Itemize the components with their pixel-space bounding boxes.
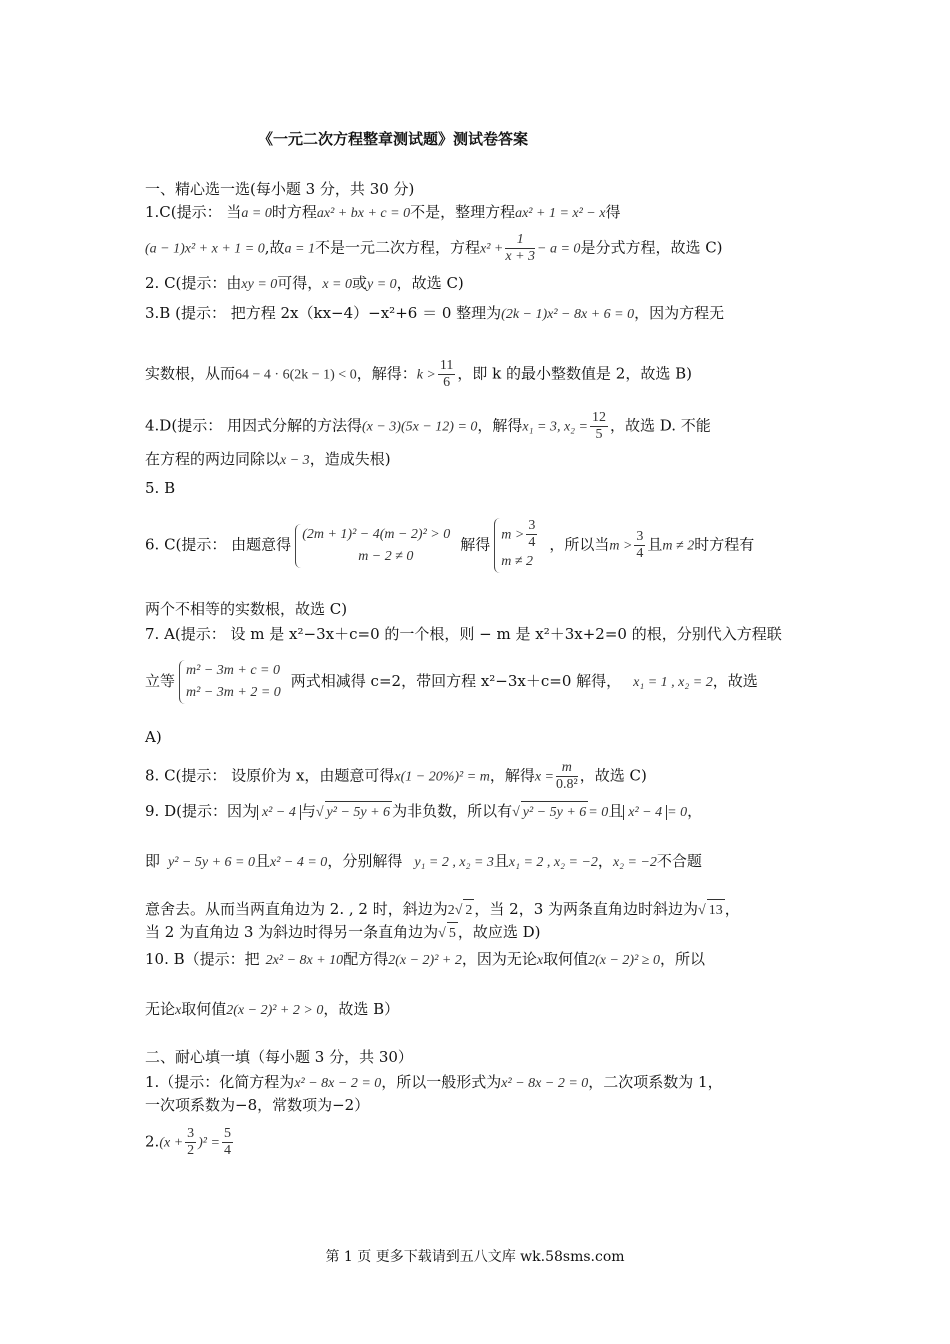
q1-line2: (a − 1)x² + x + 1 = 0,故a = 1不是一元二次方程，方程x² + $\frac{1}{x + 3}$ − a = 0是分式方程，故选 C) — [145, 232, 723, 264]
q9-line3: 意舍去。从而当两直角边为 2. , 2 时，斜边为2√ 2 ，当 2，3 为两条直角边时斜边为√ 13 ， — [145, 898, 805, 922]
equation-system: (2m + 1)² − 4(m − 2)² > 0 m − 2 ≠ 0 — [295, 524, 456, 568]
q3-line1: 3.B (提示： 把方程 2x（kx−4）−x²+6 ＝ 0 整理为(2k − 1)x² − 8x + 6 = 0，因为方程无 — [145, 304, 725, 322]
q7-line2: 立等 m² − 3m + c = 0 m² − 3m + 2 = 0 两式相减得 c=2，带回方程 x²−3x＋c=0 解得， x₁ = 1 , x₂ = 2，故选 — [145, 660, 805, 704]
equation-system: m² − 3m + c = 0 m² − 3m + 2 = 0 — [179, 660, 287, 704]
fraction: $\frac{12}{5}$ — [591, 410, 606, 442]
q6-line1: 6. C(提示： 由题意得 (2m + 1)² − 4(m − 2)² > 0 m − 2 ≠ 0 解得 m > $\frac{3}{4}$ m ≠ 2 ，所以当m > $\frac{3}{4}$ 且m ≠ 2时方程有 — [145, 518, 805, 573]
q10-line1: 10. B（提示：把 2x² − 8x + 10配方得2(x − 2)² + 2，因为无论x取何值2(x − 2)² ≥ 0，所以 — [145, 950, 705, 968]
s2-q2-line: 2.(x + $\frac{3}{2}$ )² = $\frac{5}{4}$ — [145, 1126, 231, 1158]
section2-heading: 二、耐心填一填（每小题 3 分，共 30） — [145, 1048, 413, 1066]
fraction: $\frac{1}{x + 3}$ — [505, 232, 536, 264]
q1-line1: 1.C(提示： 当a = 0时方程ax² + bx + c = 0不是，整理方程ax² + 1 = x² − x得 — [145, 203, 621, 221]
q9-line4: 当 2 为直角边 3 为斜边时得另一条直角边为√ 5 ，故应选 D) — [145, 921, 805, 945]
page-footer: 第 1 页 更多下载请到五八文库 wk.58sms.com — [325, 1249, 625, 1265]
q3-line2: 实数根，从而64 − 4 · 6(2k − 1) < 0，解得：k > $\frac{11}{6}$ ，即 k 的最小整数值是 2，故选 B) — [145, 358, 692, 390]
section1-heading: 一、精心选一选(每小题 3 分，共 30 分) — [145, 180, 415, 198]
document-title: 《一元二次方程整章测试题》测试卷答案 — [258, 130, 529, 148]
fraction: $\frac{3}{4}$ — [528, 518, 536, 550]
q4-line1: 4.D(提示： 用因式分解的方法得(x − 3)(5x − 12) = 0，解得x₁ = 3, x₂ = $\frac{12}{5}$ ，故选 D. 不能 — [145, 410, 711, 442]
s2-q1-line2: 一次项系数为−8，常数项为−2） — [145, 1096, 370, 1114]
equation-system: m > $\frac{3}{4}$ m ≠ 2 — [494, 518, 545, 573]
q7-line1: 7. A(提示： 设 m 是 x²−3x＋c=0 的一个根，则 − m 是 x²＋3x+2=0 的根，分别代入方程联 — [145, 625, 782, 643]
q10-line2: 无论x取何值2(x − 2)² + 2 > 0，故选 B） — [145, 1000, 400, 1018]
q9-line1: 9. D(提示：因为 x² − 4 与√ y² − 5y + 6 为非负数，所以有√ y² − 5y + 6 = 0且 x² − 4 = 0， — [145, 800, 805, 824]
q8-line: 8. C(提示： 设原价为 x，由题意可得x(1 − 20%)² = m，解得x = $\frac{m}{\text{0.8²}}$ ，故选 C) — [145, 760, 647, 792]
q7-line3: A) — [145, 728, 162, 746]
q4-line2: 在方程的两边同除以x − 3，造成失根) — [145, 450, 391, 468]
fraction: $\frac{m}{\text{0.8²}}$ — [556, 760, 578, 792]
fraction: $\frac{5}{4}$ — [223, 1126, 231, 1158]
fraction: $\frac{3}{2}$ — [187, 1126, 195, 1158]
q6-line2: 两个不相等的实数根，故选 C) — [145, 600, 348, 618]
q9-line2: 即 y² − 5y + 6 = 0且x² − 4 = 0，分别解得 y₁ = 2 , x₂ = 3且x₁ = 2 , x₂ = −2，x₂ = −2不合题 — [145, 852, 702, 870]
fraction: $\frac{3}{4}$ — [636, 529, 644, 561]
fraction: $\frac{11}{6}$ — [439, 358, 454, 390]
s2-q1-line1: 1.（提示：化简方程为x² − 8x − 2 = 0，所以一般形式为x² − 8x − 2 = 0，二次项系数为 1， — [145, 1073, 723, 1091]
q2-line: 2. C(提示：由xy = 0可得，x = 0或y = 0，故选 C) — [145, 274, 464, 292]
q5-line: 5. B — [145, 479, 176, 497]
